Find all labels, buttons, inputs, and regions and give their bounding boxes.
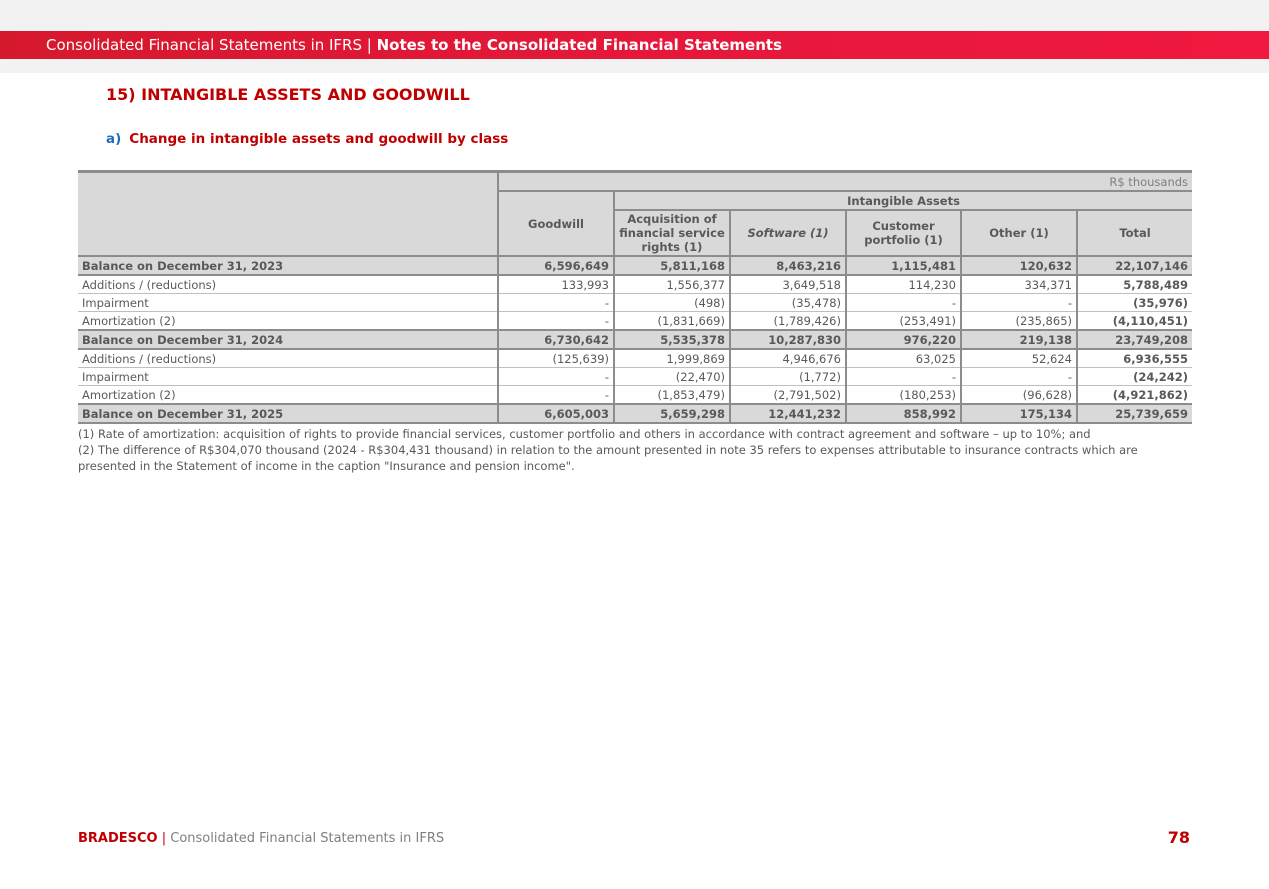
column-header-total: Total	[1077, 210, 1192, 256]
column-header-customer-portfolio: Customer portfolio (1)	[846, 210, 961, 256]
cell-value: (2,791,502)	[730, 386, 846, 405]
column-header-software: Software (1)	[730, 210, 846, 256]
subsection-letter: a)	[106, 131, 122, 147]
cell-value: 1,115,481	[846, 256, 961, 275]
header-corner-cell	[78, 172, 498, 257]
cell-value: 12,441,232	[730, 404, 846, 423]
cell-value: (125,639)	[498, 349, 614, 368]
row-label: Impairment	[78, 368, 498, 386]
cell-value: 10,287,830	[730, 330, 846, 349]
header-separator: |	[362, 36, 377, 54]
cell-value: 6,596,649	[498, 256, 614, 275]
balance-row	[78, 404, 1192, 423]
row-label: Additions / (reductions)	[78, 275, 498, 294]
cell-value: 22,107,146	[1077, 256, 1192, 275]
cell-value: 5,535,378	[614, 330, 730, 349]
cell-value: (1,853,479)	[614, 386, 730, 405]
cell-value: 5,659,298	[614, 404, 730, 423]
header-title	[46, 36, 782, 54]
table-row	[78, 386, 1192, 405]
cell-value: -	[961, 294, 1077, 312]
section-title: 15) INTANGIBLE ASSETS AND GOODWILL	[106, 85, 470, 104]
row-label: Amortization (2)	[78, 386, 498, 405]
subsection-title	[106, 131, 508, 147]
cell-value: 6,730,642	[498, 330, 614, 349]
cell-value: 858,992	[846, 404, 961, 423]
cell-value: (235,865)	[961, 312, 1077, 331]
cell-value: 3,649,518	[730, 275, 846, 294]
cell-value: -	[498, 368, 614, 386]
cell-value: -	[498, 312, 614, 331]
table-row	[78, 312, 1192, 331]
cell-value: (1,789,426)	[730, 312, 846, 331]
table-row	[78, 294, 1192, 312]
table-row	[78, 275, 1192, 294]
cell-value: 6,936,555	[1077, 349, 1192, 368]
unit-label: R$ thousands	[498, 172, 1192, 192]
balance-row	[78, 256, 1192, 275]
top-band	[0, 0, 1269, 31]
footer-brand: BRADESCO	[78, 831, 158, 846]
group-header-intangible-assets: Intangible Assets	[614, 191, 1192, 210]
column-header-acquisition-rights: Acquisition of financial service rights (1)	[614, 210, 730, 256]
row-label: Balance on December 31, 2023	[78, 256, 498, 275]
cell-value: 219,138	[961, 330, 1077, 349]
row-label: Balance on December 31, 2025	[78, 404, 498, 423]
footer-separator: |	[157, 831, 171, 846]
cell-value: 133,993	[498, 275, 614, 294]
header-doc-name: Consolidated Financial Statements in IFRS	[46, 36, 363, 54]
cell-value: 52,624	[961, 349, 1077, 368]
subsection-text: Change in intangible assets and goodwill by class	[129, 131, 509, 147]
cell-value: 976,220	[846, 330, 961, 349]
cell-value: 114,230	[846, 275, 961, 294]
cell-value: 23,749,208	[1077, 330, 1192, 349]
cell-value: 120,632	[961, 256, 1077, 275]
cell-value: 6,605,003	[498, 404, 614, 423]
cell-value: 1,556,377	[614, 275, 730, 294]
cell-value: 5,811,168	[614, 256, 730, 275]
row-label: Balance on December 31, 2024	[78, 330, 498, 349]
cell-value: (253,491)	[846, 312, 961, 331]
footnotes	[78, 426, 1194, 474]
cell-value: 5,788,489	[1077, 275, 1192, 294]
cell-value: -	[846, 294, 961, 312]
page-number: 78	[1167, 828, 1190, 847]
under-band	[0, 59, 1269, 73]
footnote-1: (1) Rate of amortization: acquisition of rights to provide financial services, customer portfolio and others in accordance with contract agreement and software – up to 10%; and	[78, 427, 1091, 441]
cell-value: -	[846, 368, 961, 386]
column-header-goodwill: Goodwill	[498, 191, 614, 256]
balance-row	[78, 330, 1192, 349]
footnote-2: (2) The difference of R$304,070 thousand (2024 - R$304,431 thousand) in relation to the amount presented in note 35 refers to expenses attributable to insurance contracts which are presented in the Statement of income in the caption "Insurance and pension income".	[78, 443, 1138, 473]
footer	[78, 831, 444, 846]
cell-value: -	[961, 368, 1077, 386]
table-row	[78, 349, 1192, 368]
cell-value: 63,025	[846, 349, 961, 368]
cell-value: (1,772)	[730, 368, 846, 386]
cell-value: 4,946,676	[730, 349, 846, 368]
intangible-assets-table	[78, 170, 1192, 424]
table-row	[78, 368, 1192, 386]
cell-value: (24,242)	[1077, 368, 1192, 386]
cell-value: (35,478)	[730, 294, 846, 312]
cell-value: 334,371	[961, 275, 1077, 294]
column-header-other: Other (1)	[961, 210, 1077, 256]
header-section-name: Notes to the Consolidated Financial Statements	[376, 36, 782, 54]
cell-value: (180,253)	[846, 386, 961, 405]
cell-value: -	[498, 294, 614, 312]
cell-value: (498)	[614, 294, 730, 312]
cell-value: (4,921,862)	[1077, 386, 1192, 405]
footer-doc-name: Consolidated Financial Statements in IFRS	[170, 831, 445, 846]
cell-value: (1,831,669)	[614, 312, 730, 331]
cell-value: (35,976)	[1077, 294, 1192, 312]
row-label: Impairment	[78, 294, 498, 312]
cell-value: (22,470)	[614, 368, 730, 386]
cell-value: -	[498, 386, 614, 405]
cell-value: (4,110,451)	[1077, 312, 1192, 331]
cell-value: 1,999,869	[614, 349, 730, 368]
cell-value: (96,628)	[961, 386, 1077, 405]
row-label: Additions / (reductions)	[78, 349, 498, 368]
row-label: Amortization (2)	[78, 312, 498, 331]
cell-value: 25,739,659	[1077, 404, 1192, 423]
cell-value: 8,463,216	[730, 256, 846, 275]
cell-value: 175,134	[961, 404, 1077, 423]
